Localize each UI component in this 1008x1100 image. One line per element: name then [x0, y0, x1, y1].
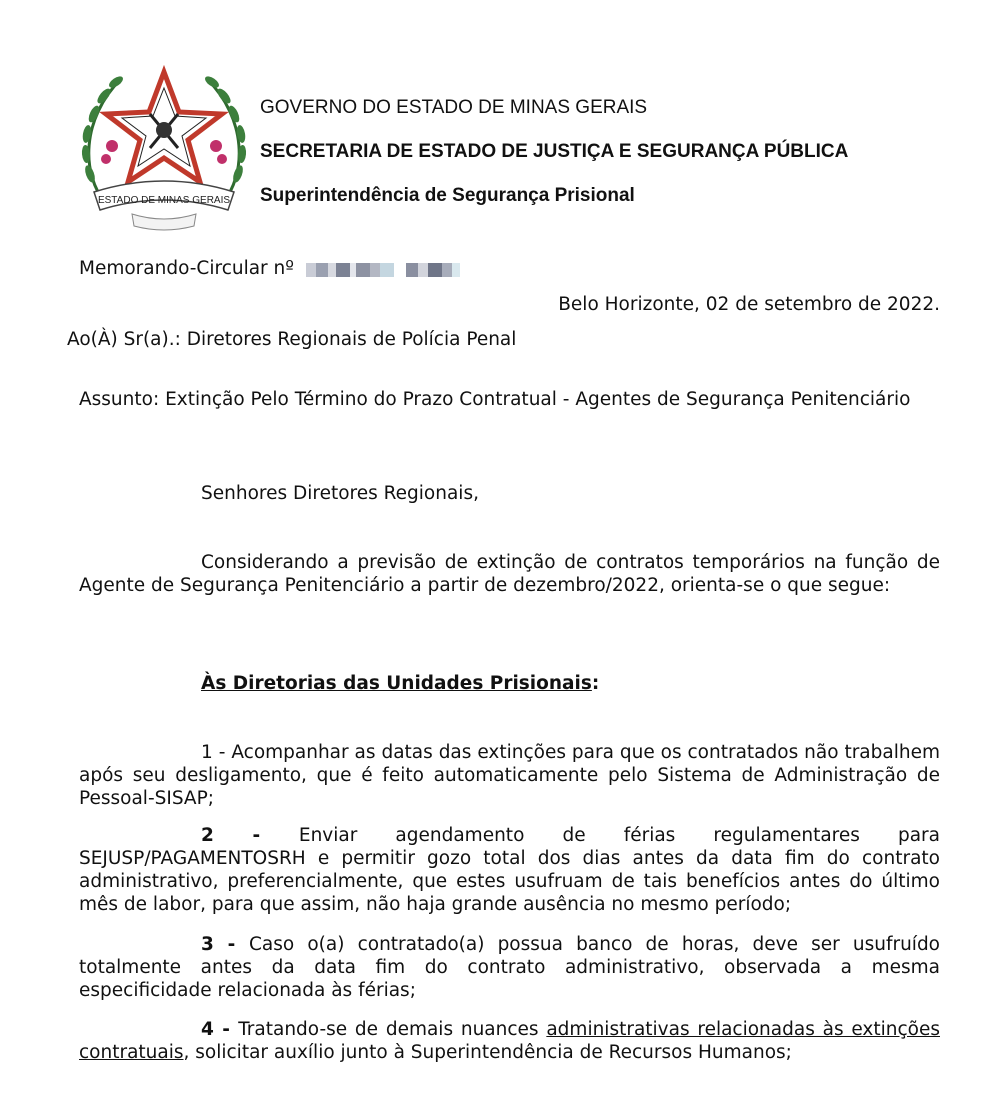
intro-paragraph: Considerando a previsão de extinção de contratos temporários na função de Agente de Segurança Penitenciário a partir de dezembro/2022, orienta-se o que segue:: [79, 552, 940, 596]
crest-banner-text: ESTADO DE MINAS GERAIS: [97, 195, 231, 206]
list-item: [79, 824, 940, 916]
header-government: GOVERNO DO ESTADO DE MINAS GERAIS: [260, 97, 648, 118]
item-number: 2: [201, 825, 214, 846]
item-text: Enviar agendamento de férias regulamentares para SEJUSP/PAGAMENTOSRH e permitir gozo total dos dias antes da data fim do contrato administrativo, preferencialmente, que estes usufruam de tais benefícios antes do último mês de labor, para que assim, não haja grande ausência no mesmo período;: [79, 825, 941, 915]
item-separator: -: [213, 1019, 239, 1040]
memo-number-line: [79, 257, 460, 281]
item-text-a: Tratando-se de demais nuances: [238, 1019, 547, 1040]
subject-line: Assunto: Extinção Pelo Término do Prazo Contratual - Agentes de Segurança Penitenciário: [79, 389, 911, 410]
list-item: [79, 1018, 940, 1064]
greeting: Senhores Diretores Regionais,: [201, 483, 479, 504]
state-coat-of-arms: [76, 64, 252, 234]
section-title-text: Às Diretorias das Unidades Prisionais: [201, 673, 592, 694]
memo-label: Memorando-Circular nº: [79, 258, 294, 279]
header-superintendence: Superintendência de Segurança Prisional: [260, 185, 635, 206]
item-text-underlined: administrativas relacionadas às extinções contratuais: [79, 1019, 940, 1063]
memo-number-redacted: [306, 258, 460, 281]
item-separator: -: [213, 825, 299, 846]
list-item: [79, 933, 940, 1002]
item-text: Acompanhar as datas das extinções para que os contratados não trabalhem após seu desligamento, que é feito automaticamente pelo Sistema de Administração de Pessoal-SISAP;: [79, 742, 940, 809]
section-title-colon: :: [591, 673, 600, 694]
item-separator: -: [212, 742, 232, 763]
header-secretariat: SECRETARIA DE ESTADO DE JUSTIÇA E SEGURANÇA PÚBLICA: [260, 141, 849, 162]
item-number: 1: [201, 742, 213, 763]
section-title: [201, 672, 599, 695]
item-text-b: , solicitar auxílio junto à Superintendência de Recursos Humanos;: [183, 1042, 792, 1063]
item-number: 3: [201, 934, 214, 955]
item-separator: -: [213, 934, 249, 955]
date-line: Belo Horizonte, 02 de setembro de 2022.: [558, 294, 940, 315]
list-item: [79, 741, 940, 810]
item-number: 4: [201, 1019, 214, 1040]
addressee-line: Ao(À) Sr(a).: Diretores Regionais de Polícia Penal: [67, 329, 517, 350]
item-text: Caso o(a) contratado(a) possua banco de horas, deve ser usufruído totalmente antes da data fim do contrato administrativo, observada a mesma especificidade relacionada às férias;: [79, 934, 941, 1001]
